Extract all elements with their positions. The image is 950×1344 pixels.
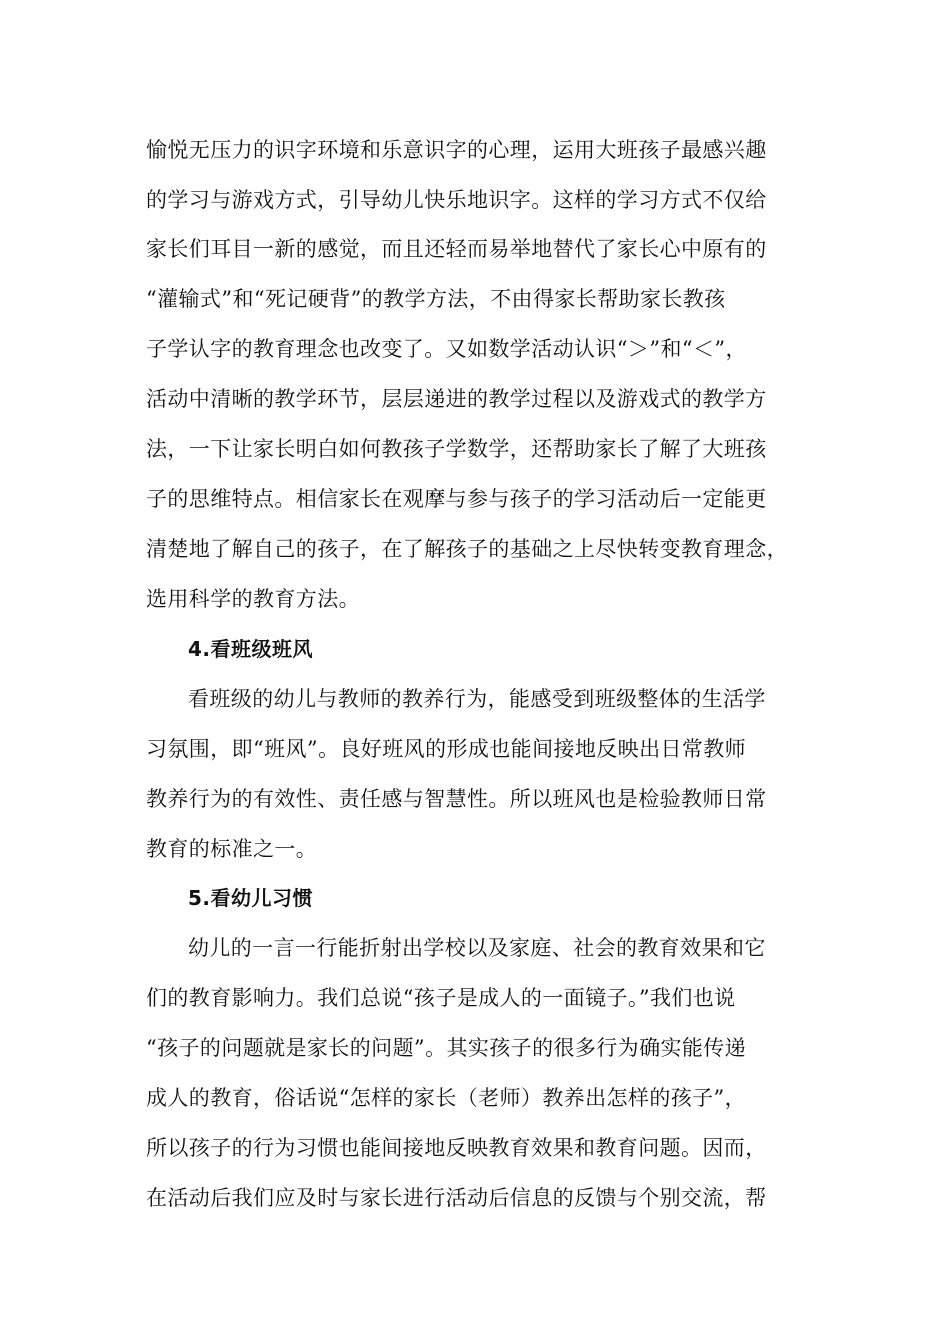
paragraph-line: 子学认字的教育理念也改变了。又如数学活动认识“＞”和“＜”， <box>146 337 747 361</box>
paragraph-line: 成人的教育，俗话说“怎样的家长（老师）教养出怎样的孩子”， <box>146 1086 747 1110</box>
paragraph-line: 看班级的幼儿与教师的教养行为，能感受到班级整体的生活学 <box>188 687 766 711</box>
paragraph-line: 们的教育影响力。我们总说“孩子是成人的一面镜子。”我们也说 <box>146 986 736 1010</box>
paragraph-line: 幼儿的一言一行能折射出学校以及家庭、社会的教育效果和它 <box>188 936 766 960</box>
paragraph-line: 的学习与游戏方式，引导幼儿快乐地识字。这样的学习方式不仅给 <box>146 188 767 212</box>
section-heading: 5.看幼儿习惯 <box>188 886 314 910</box>
paragraph-line: 法，一下让家长明白如何教孩子学数学，还帮助家长了解了大班孩 <box>146 437 767 461</box>
paragraph-line: 习氛围，即“班风”。良好班风的形成也能间接地反映出日常教师 <box>146 737 747 761</box>
paragraph-line: “孩子的问题就是家长的问题”。其实孩子的很多行为确实能传递 <box>146 1036 747 1060</box>
paragraph-line: 所以孩子的行为习惯也能间接地反映教育效果和教育问题。因而， <box>146 1136 767 1160</box>
paragraph-line: 教养行为的有效性、责任感与智慧性。所以班风也是检验教师日常 <box>146 787 767 811</box>
paragraph-line: 愉悦无压力的识字环境和乐意识字的心理，运用大班孩子最感兴趣 <box>146 138 767 162</box>
paragraph-line: 子的思维特点。相信家长在观摩与参与孩子的学习活动后一定能更 <box>146 487 767 511</box>
paragraph-line: “灌输式”和“死记硬背”的教学方法，不由得家长帮助家长教孩 <box>146 287 726 311</box>
paragraph-line: 在活动后我们应及时与家长进行活动后信息的反馈与个别交流，帮 <box>146 1186 767 1210</box>
paragraph-line: 选用科学的教育方法。 <box>146 587 360 611</box>
paragraph-line: 家长们耳目一新的感觉，而且还轻而易举地替代了家长心中原有的 <box>146 237 767 261</box>
section-heading: 4.看班级班风 <box>188 637 314 661</box>
paragraph-line: 活动中清晰的教学环节，层层递进的教学过程以及游戏式的教学方 <box>146 387 767 411</box>
paragraph-line: 清楚地了解自己的孩子，在了解孩子的基础之上尽快转变教育理念， <box>146 537 788 561</box>
paragraph-line: 教育的标准之一。 <box>146 837 318 861</box>
